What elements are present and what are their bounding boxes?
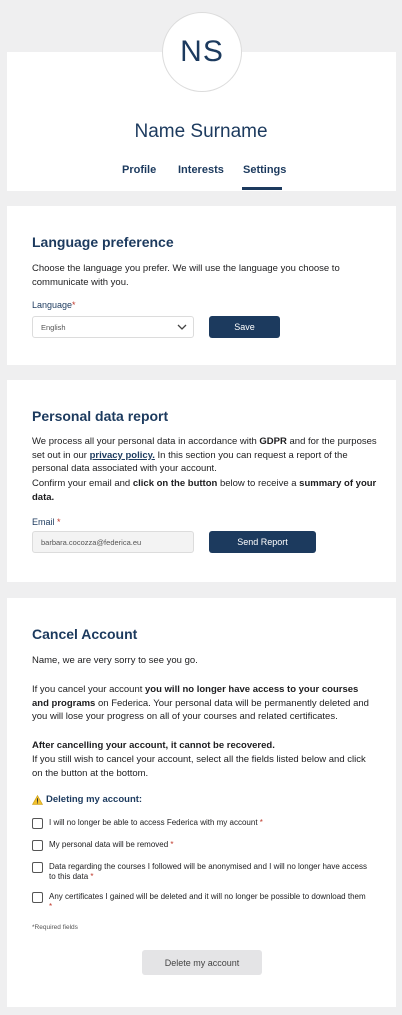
checkbox-label (49, 892, 367, 912)
checkbox[interactable] (32, 892, 43, 903)
checkbox-label (49, 840, 367, 850)
checkbox-label (49, 862, 367, 882)
required-mark: * (90, 872, 94, 881)
required-mark: * (57, 517, 61, 527)
delete-account-button[interactable]: Delete my account (142, 950, 262, 975)
checkbox-label-text: I will no longer be able to access Federica with my account (49, 818, 258, 827)
cancel-bold: you will no longer have access to your courses and programs (32, 684, 359, 709)
report-text: We process all your personal data in accordance with (32, 436, 260, 447)
language-select[interactable] (32, 316, 194, 338)
email-field[interactable] (32, 531, 194, 553)
report-text: Confirm your email and (32, 478, 133, 489)
profile-name: Name Surname (134, 121, 268, 142)
report-gdpr: GDPR (259, 436, 287, 447)
cancel-card (7, 598, 396, 1007)
checkbox-label (49, 818, 367, 828)
avatar: NS (162, 12, 242, 92)
checkbox-label-text: Data regarding the courses I followed will be anonymised and I will no longer have access to this data (49, 862, 367, 881)
active-tab-indicator (242, 187, 282, 190)
deleting-heading (32, 794, 142, 805)
language-card (7, 206, 396, 365)
language-label (32, 300, 76, 310)
report-bold: summary of your data. (32, 478, 377, 503)
cancel-text: If you cancel your account (32, 684, 146, 695)
checkbox[interactable] (32, 862, 43, 873)
checkbox[interactable] (32, 818, 43, 829)
report-paragraph-1 (32, 435, 377, 476)
report-title: Personal data report (32, 408, 169, 424)
report-text: and for the purposes set out in our (32, 436, 377, 461)
warning-icon (32, 795, 43, 805)
save-button[interactable]: Save (209, 316, 280, 338)
cancel-text: on Federica. Your personal data will be permanently deleted and you will lose your progress on all of your courses and related certificates. (32, 697, 369, 722)
cancel-warning-text: After cancelling your account, it cannot be recovered. (32, 740, 275, 751)
tab-profile[interactable]: Profile (122, 164, 157, 176)
language-selected-value: English (41, 322, 66, 332)
report-bold: click on the button (132, 478, 218, 489)
chevron-down-icon (177, 323, 187, 331)
language-description: Choose the language you prefer. We will use the language you choose to communicate with you. (32, 263, 340, 288)
report-paragraph-2 (32, 477, 377, 504)
checkbox-label-text: My personal data will be removed (49, 840, 169, 849)
report-text: below to receive a (217, 478, 300, 489)
send-report-button[interactable]: Send Report (209, 531, 316, 553)
required-mark: * (72, 300, 76, 310)
required-mark: * (259, 818, 263, 827)
checkbox[interactable] (32, 840, 43, 851)
email-value: barbara.cocozza@federica.eu (41, 537, 142, 547)
cancel-title: Cancel Account (32, 626, 138, 642)
deleting-title: Deleting my account: (46, 794, 143, 805)
cancel-paragraph-1 (32, 683, 377, 724)
language-title: Language preference (32, 234, 174, 250)
cancel-instructions: If you still wish to cancel your account, select all the fields listed below and click on the button at the bottom. (32, 754, 366, 779)
tab-interests[interactable]: Interests (178, 164, 224, 176)
tab-settings[interactable]: Settings (243, 164, 287, 176)
email-label-text: Email (32, 517, 55, 527)
checkbox-label-text: Any certificates I gained will be deleted and it will no longer be possible to download them (49, 892, 366, 901)
language-label-text: Language (32, 300, 73, 310)
email-label (32, 517, 61, 527)
cancel-sorry: Name, we are very sorry to see you go. (32, 655, 198, 666)
privacy-policy-link[interactable]: privacy policy. (89, 449, 155, 461)
required-note: *Required fields (32, 924, 78, 931)
report-text: In this section you can request a report of the personal data associated with your account. (32, 449, 348, 474)
report-card (7, 380, 396, 582)
required-mark: * (49, 902, 53, 911)
required-mark: * (170, 840, 174, 849)
